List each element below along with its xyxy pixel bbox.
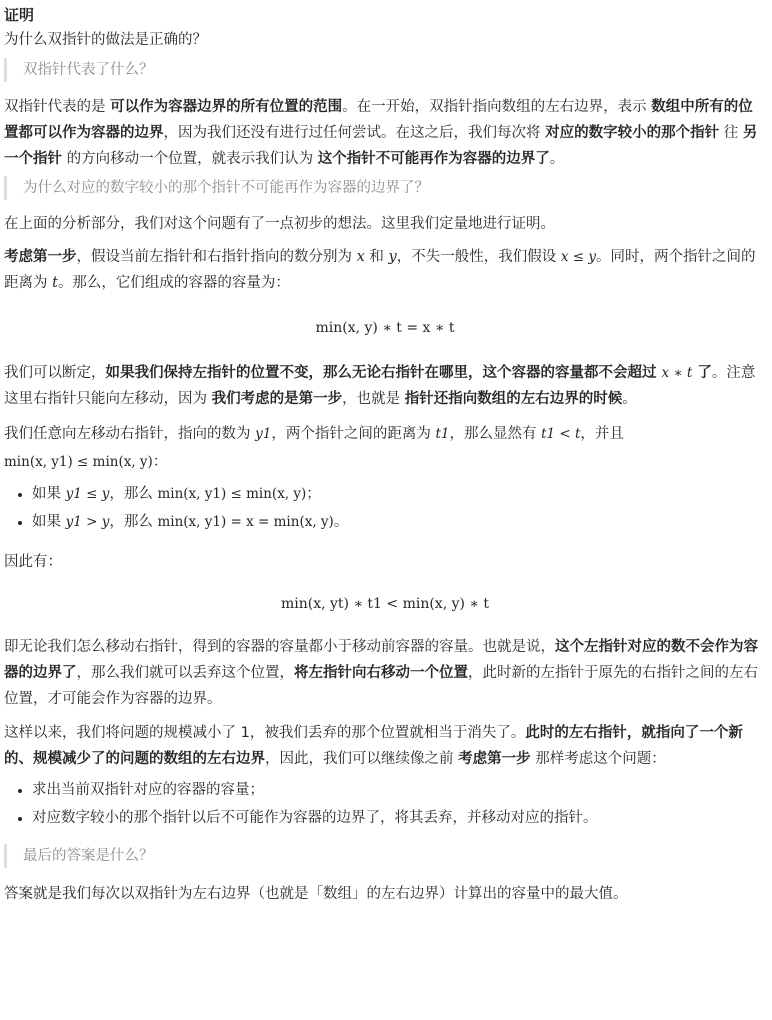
paragraph-pointer-meaning: 双指针代表的是 可以作为容器边界的所有位置的范围。在一开始，双指针指向数组的左右边界，表示 数组中所有的位置都可以作为容器的边界，因为我们还没有进行过任何尝试。在这之后，我们每次将 对应的数字较小的那个指针 往 另一个指针 的方向移动一个位置，就表示我们认为 这个指针不可能再作为容器的边界了。 [4, 99, 758, 167]
section-title: 证明 [4, 6, 35, 24]
proof-document [0, 2, 772, 906]
list-item: • 如果 y1 > y，那么 min(x, y1) = x = min(x, y)。 [32, 508, 766, 536]
paragraph-move-right-pointer: 我们任意向左移动右指针，指向的数为 y1，两个指针之间的距离为 t1，那么显然有 t1 < t，并且 min(x, y1) ≤ min(x, y)： [4, 426, 624, 470]
paragraph-reduce-problem: 这样以来，我们将问题的规模减小了 1，被我们丢弃的那个位置就相当于消失了。此时的左右指针，就指向了一个新的、规模减少了的问题的数组的左右边界，因此，我们可以继续像之前 考虑第一步 那样考虑这个问题： [4, 725, 743, 767]
formula-inequality: min(x, yt) ∗ t1 < min(x, y) ∗ t [280, 596, 490, 612]
paragraph-conclusion-left-pointer: 我们可以断定，如果我们保持左指针的位置不变，那么无论右指针在哪里，这个容器的容量都不会超过 x ∗ t 了。注意这里右指针只能向左移动，因为 我们考虑的是第一步，也就是 指针还指向数组的左右边界的时候。 [4, 365, 756, 407]
list-item: • 求出当前双指针对应的容器的容量； [32, 776, 766, 804]
paragraph-discard-left-pointer: 即无论我们怎么移动右指针，得到的容器的容量都小于移动前容器的容量。也就是说，这个左指针对应的数不会作为容器的边界了，那么我们就可以丢弃这个位置，将左指针向右移动一个位置，此时新的左指针于原先的右指针之间的左右位置，才可能会作为容器的边界。 [4, 639, 758, 707]
paragraph-quantitative-proof: 在上面的分析部分，我们对这个问题有了一点初步的想法。这里我们定量地进行证明。 [4, 216, 555, 232]
list-item: • 对应数字较小的那个指针以后不可能作为容器的边界了，将其丢弃，并移动对应的指针。 [32, 804, 766, 832]
formula-capacity: min(x, y) ∗ t = x ∗ t [315, 320, 455, 336]
intro-question: 为什么双指针的做法是正确的？ [4, 32, 207, 48]
quote-final-answer: 最后的答案是什么？ [4, 844, 766, 868]
paragraph-answer: 答案就是我们每次以双指针为左右边界（也就是「数组」的左右边界）计算出的容量中的最大值。 [4, 886, 628, 902]
list-item: • 如果 y1 ≤ y，那么 min(x, y1) ≤ min(x, y)； [32, 480, 766, 508]
step-list [4, 776, 766, 832]
quote-why-smaller-pointer: 为什么对应的数字较小的那个指针不可能再作为容器的边界了？ [4, 176, 766, 200]
quote-what-pointers-represent: 双指针代表了什么？ [4, 58, 766, 82]
paragraph-first-step: 考虑第一步，假设当前左指针和右指针指向的数分别为 x 和 y，不失一般性，我们假设 x ≤ y。同时，两个指针之间的距离为 t。那么，它们组成的容器的容量为： [4, 249, 756, 291]
case-list [4, 480, 766, 536]
therefore-label: 因此有： [4, 554, 62, 570]
